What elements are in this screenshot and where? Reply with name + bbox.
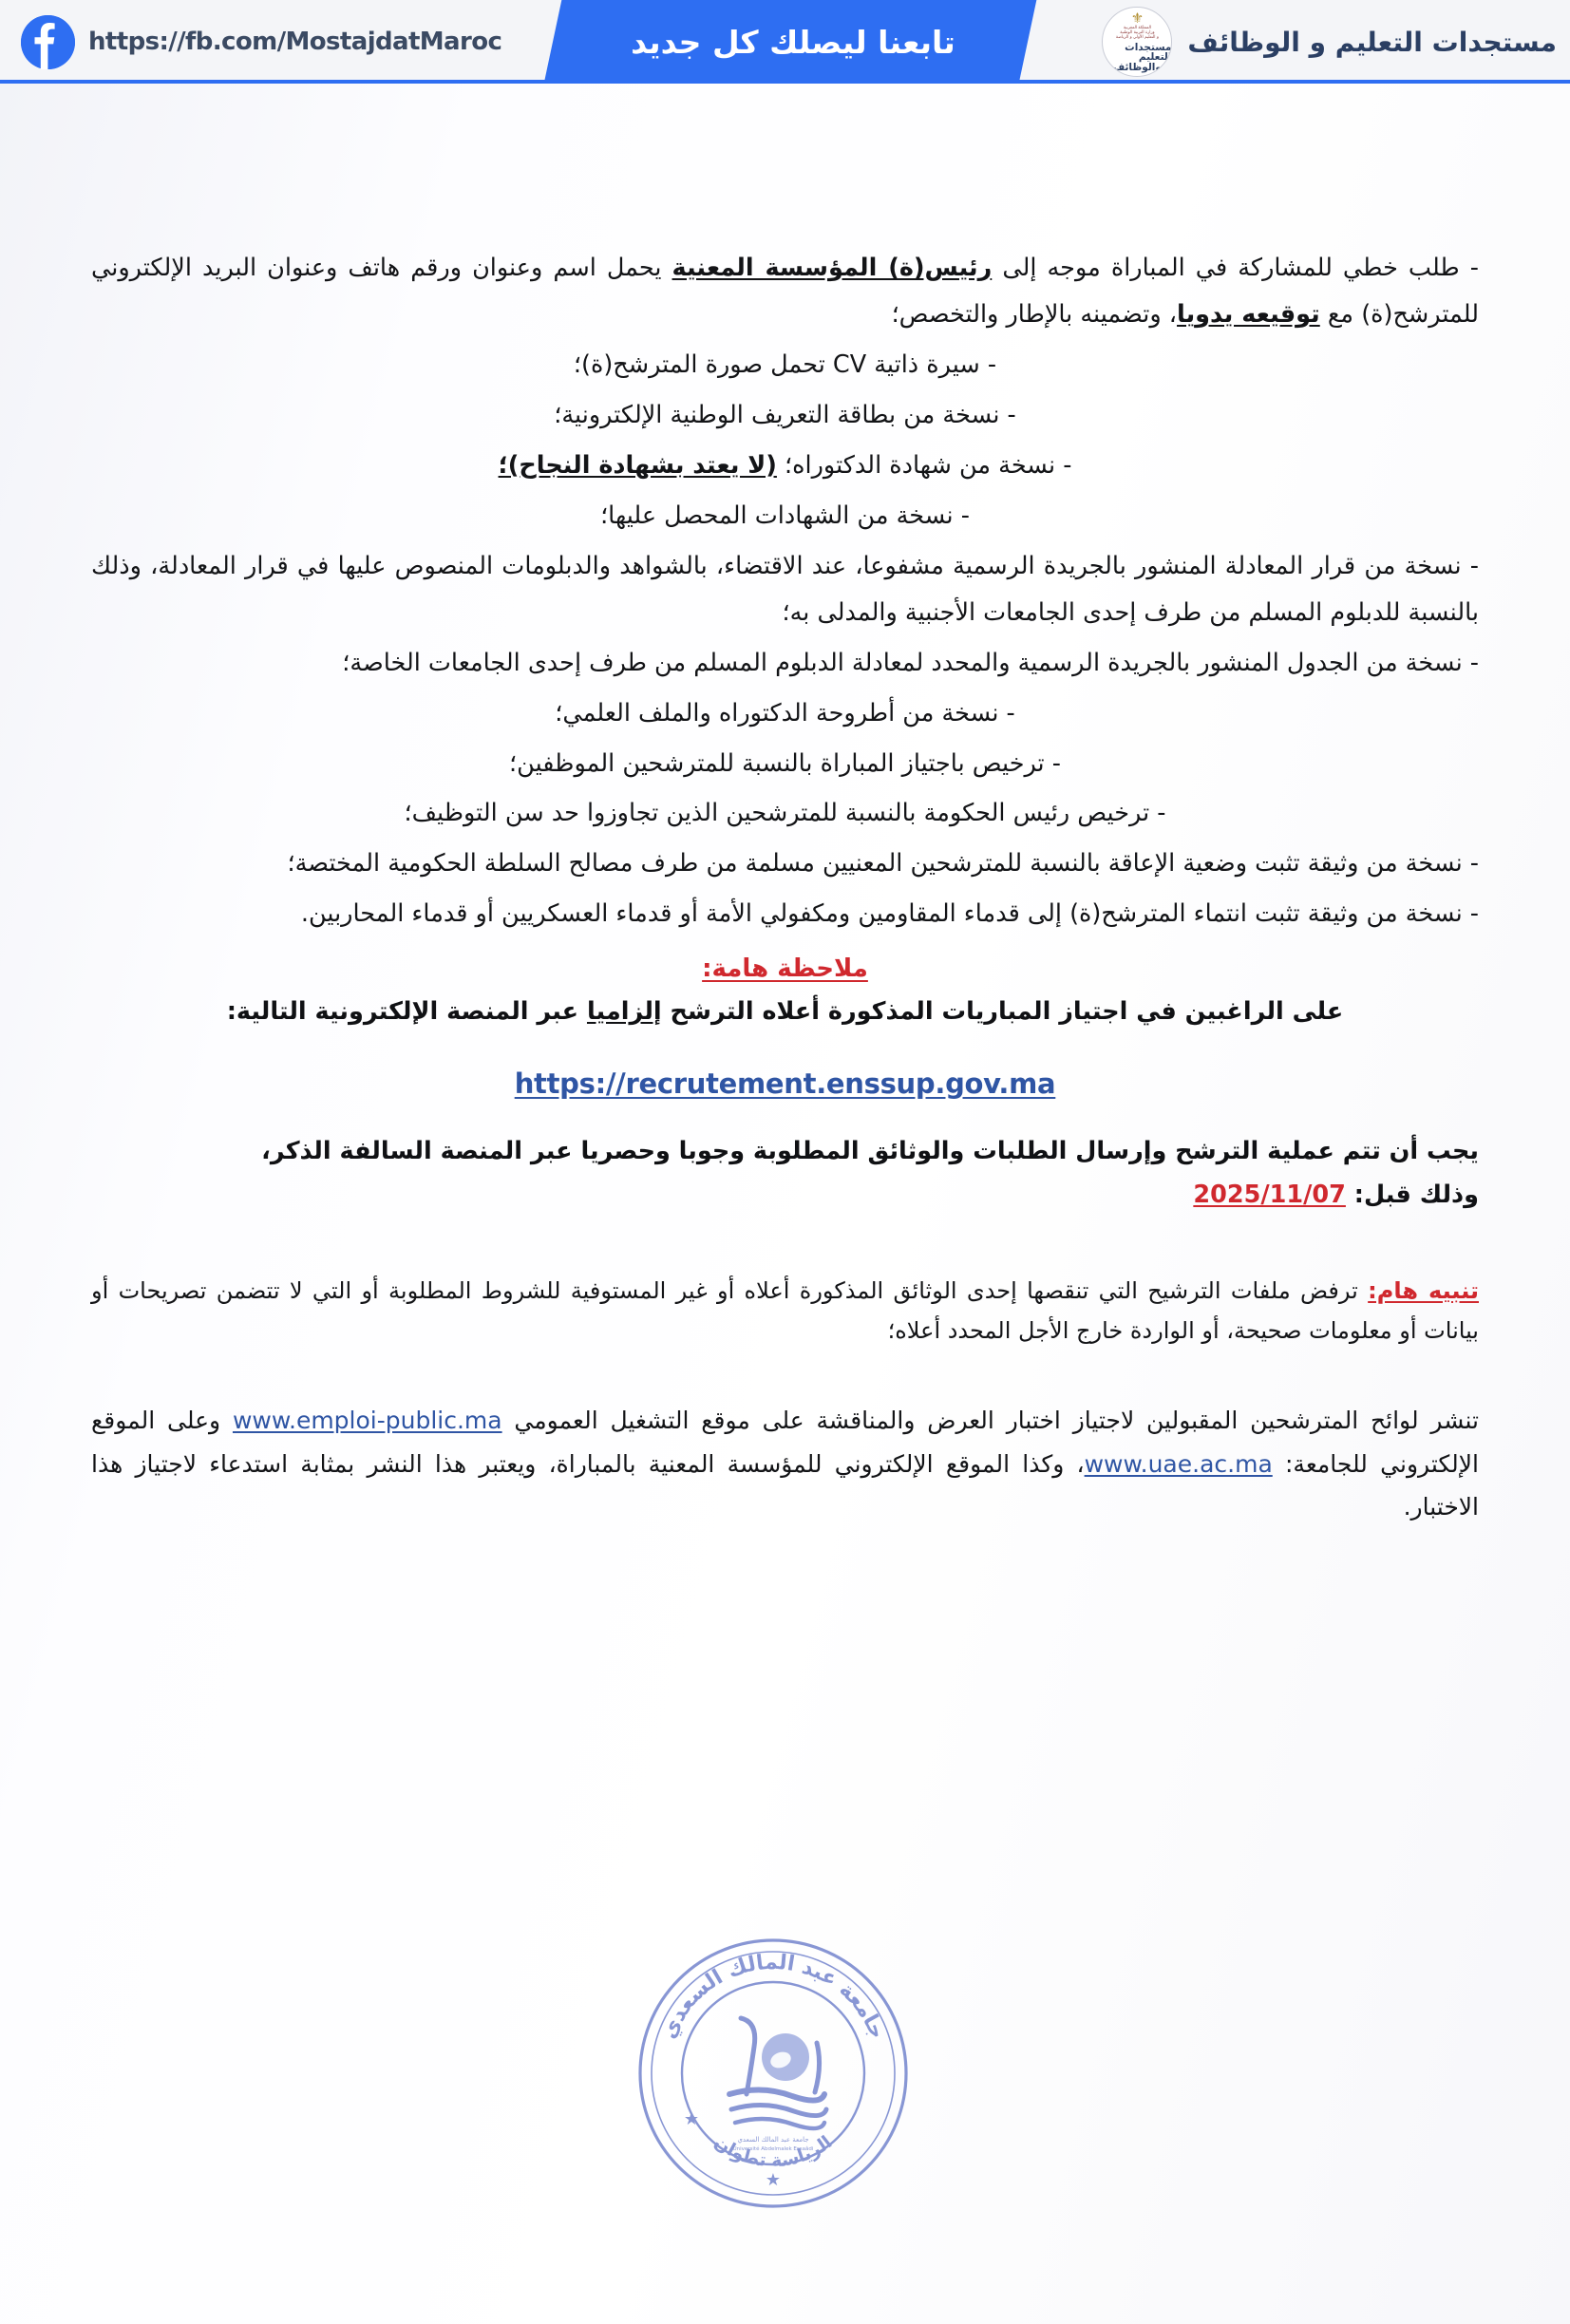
requirement-text-segment: رئيس(ة) المؤسسة المعنية [672, 254, 993, 282]
seal-micro-1: المملكة المغربية [1123, 25, 1152, 30]
requirement-text-segment: ، وتضمينه بالإطار والتخصص؛ [891, 299, 1178, 329]
emploi-public-link[interactable]: www.emploi-public.ma [232, 1407, 502, 1435]
deadline-date: 2025/11/07 [1193, 1180, 1346, 1209]
important-note-heading: ملاحظة هامة: [702, 954, 868, 984]
requirement-diplomas-copy [91, 493, 1479, 539]
requirement-text-segment: - سيرة ذاتية CV تحمل صورة المترشح(ة)؛ [573, 350, 997, 379]
svg-text:★: ★ [765, 2170, 782, 2190]
requirement-text-segment: - نسخة من الجدول المنشور بالجريدة الرسمية والمحدد لمعادلة الدبلوم المسلم من طرف إحدى الجامعات الخاصة؛ [342, 648, 1479, 677]
uae-link[interactable]: www.uae.ac.ma [1084, 1449, 1273, 1478]
svg-text:جامعة عبد المالك السعدي: جامعة عبد المالك السعدي [656, 1950, 890, 2043]
important-note-emphasis: إلزاميا [586, 997, 662, 1027]
svg-text:★: ★ [683, 2109, 700, 2129]
document-content [91, 245, 1479, 1529]
svg-text:الرياسة تطوان: الرياسة تطوان [709, 2131, 837, 2172]
requirement-text-segment: - ترخيص باجتياز المباراة بالنسبة للمترشحين الموظفين؛ [509, 748, 1061, 778]
deadline-line-1: يجب أن تتم عملية الترشح وإرسال الطلبات والوثائق المطلوبة وجوبا وحصريا عبر المنصة السالفة الذكر، [261, 1136, 1479, 1165]
important-note-body [91, 991, 1479, 1033]
ministry-seal-icon [1102, 7, 1172, 77]
facebook-link-group[interactable] [0, 0, 501, 84]
publication-part-3: ، وكذا الموقع الإلكتروني للمؤسسة المعنية بالمباراة، ويعتبر هذا النشر بمثابة استدعاء لاجتياز هذا الاختبار. [91, 1449, 1479, 1521]
official-stamp [631, 1931, 916, 2216]
platform-url-link[interactable]: https://recrutement.enssup.gov.ma [514, 1067, 1056, 1100]
warning-body: ترفض ملفات الترشيح التي تنقصها إحدى الوثائق المذكورة أعلاه أو غير المستوفية للشروط المطلوبة أو التي لا تتضمن تصريحات أو بيانات أو معلومات صحيحة، أو الواردة خارج الأجل المحدد أعلاه؛ [91, 1276, 1479, 1345]
deadline-prefix: وذلك قبل: [1345, 1180, 1479, 1209]
banner-cta-text: تابعنا ليصلك كل جديد [631, 23, 955, 61]
warning-heading: تنبيه هام: [1368, 1276, 1479, 1304]
requirement-equivalence-decision [91, 543, 1479, 636]
requirement-thesis-copy [91, 690, 1479, 737]
requirement-national-id-copy [91, 392, 1479, 439]
requirement-head-of-government-authorization [91, 790, 1479, 837]
requirement-text-segment: - نسخة من قرار المعادلة المنشور بالجريدة الرسمية مشفوعا، عند الاقتضاء، بالشواهد والدبلومات المنصوص عليها في قرار المعادلة، وذلك بالنسبة للدبلوم المسلم من طرف إحدى الجامعات الأجنبية والمدلى به؛ [91, 551, 1479, 627]
svg-text:Université Abdelmalek Essaâdi: Université Abdelmalek Essaâdi [732, 2146, 814, 2152]
platform-link-row[interactable] [91, 1068, 1479, 1100]
publication-part-1: تنشر لوائح المترشحين المقبولين لاجتياز اختبار العرض والمناقشة على موقع التشغيل العمومي [501, 1407, 1479, 1435]
seal-micro-2: وزارة التربية الوطنية [1120, 29, 1155, 35]
requirement-doctorate-copy [91, 443, 1479, 489]
requirement-text-segment: - نسخة من وثيقة تثبت انتماء المترشح(ة) إلى قدماء المقاومين ومكفولي الأمة أو قدماء العسكريين أو قدماء المحاربين. [300, 899, 1479, 929]
requirement-text-segment: - طلب خطي للمشاركة في المباراة موجه إلى [992, 254, 1479, 282]
promo-banner [0, 0, 1570, 84]
requirement-cv [91, 342, 1479, 388]
warning-block [91, 1271, 1479, 1351]
requirement-text-segment: - نسخة من الشهادات المحصل عليها؛ [600, 501, 970, 530]
requirement-written-request [91, 245, 1479, 338]
seal-micro-3: و التعليم الأولي و الرياضة [1115, 34, 1159, 40]
requirement-text-segment: يحمل اسم وعنوان ورقم هاتف وعنوان البريد الإلكتروني للمترشح(ة) مع [91, 254, 1479, 329]
requirement-veterans-document [91, 891, 1479, 937]
publication-part-2: وعلى الموقع الإلكتروني للجامعة: [91, 1407, 1479, 1478]
facebook-icon[interactable] [21, 15, 75, 69]
publication-block [91, 1399, 1479, 1529]
requirement-disability-document [91, 841, 1479, 887]
requirement-equivalence-table [91, 640, 1479, 687]
requirement-text-segment: - ترخيص رئيس الحكومة بالنسبة للمترشحين الذين تجاوزوا حد سن التوظيف؛ [404, 799, 1166, 828]
requirement-text-segment: - نسخة من أطروحة الدكتوراه والملف العلمي؛ [555, 698, 1015, 727]
seal-label-2: والوظائف [1112, 61, 1162, 73]
seal-label-1: مستجدات التعليم [1125, 41, 1172, 64]
crown-icon: ⚜ [1130, 9, 1144, 27]
requirement-text-segment: توقيعه يدويا [1177, 299, 1320, 329]
important-note-before: على الراغبين في اجتياز المباريات المذكورة أعلاه الترشح [661, 997, 1344, 1027]
scanned-document [0, 84, 1570, 2324]
requirement-text-segment: - نسخة من شهادة الدكتوراه؛ [776, 450, 1072, 480]
requirements-list [91, 245, 1479, 937]
svg-text:جامعة عبد المالك السعدي: جامعة عبد المالك السعدي [737, 2136, 809, 2144]
requirement-text-segment: - نسخة من وثيقة تثبت وضعية الإعاقة بالنسبة للمترشحين المعنيين مسلمة من طرف مصالح السلطة الحكومية المختصة؛ [287, 849, 1479, 879]
requirement-text-segment: - نسخة من بطاقة التعريف الوطنية الإلكترونية؛ [554, 400, 1016, 429]
brand-title: مستجدات التعليم و الوظائف [1187, 26, 1557, 58]
facebook-url-text[interactable]: https://fb.com/MostajdatMaroc [88, 28, 502, 56]
deadline-line-2 [91, 1174, 1479, 1218]
important-note-after: عبر المنصة الإلكترونية التالية: [226, 997, 587, 1027]
requirement-text-segment: (لا يعتد بشهادة النجاح)؛ [498, 450, 777, 480]
requirement-employee-authorization [91, 741, 1479, 787]
brand-group [1102, 0, 1570, 84]
